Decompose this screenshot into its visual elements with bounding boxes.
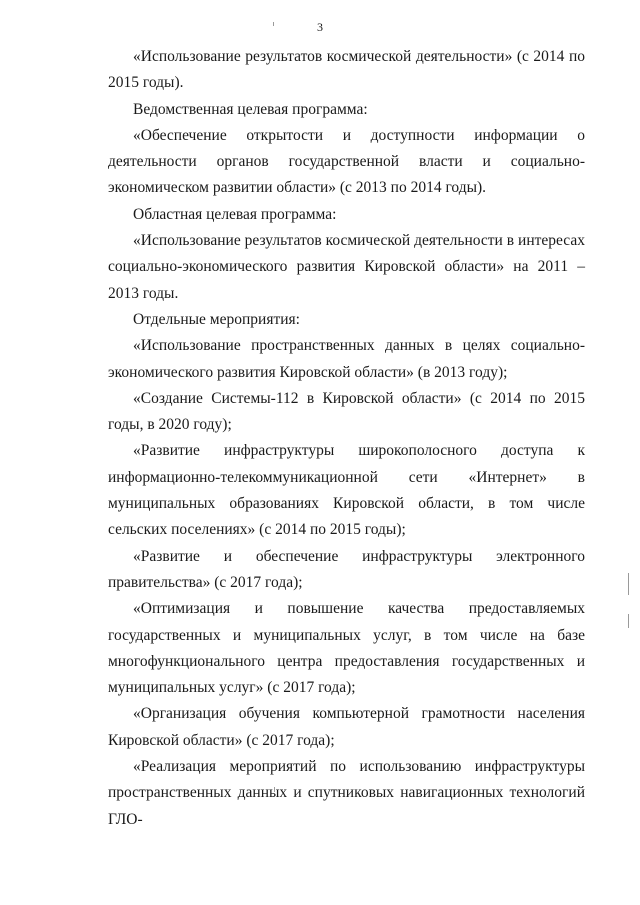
paragraph-computer-literacy: «Организация обучения компьютерной грамотности населения Кировской области» (с 2017 года); (108, 705, 585, 749)
paragraph-separate-measures-heading: Отдельные мероприятия: (133, 310, 300, 328)
scan-artifact-top (273, 22, 274, 26)
paragraph-e-government: «Развитие и обеспечение инфраструктуры электронного правительства» (с 2017 года); (108, 547, 585, 591)
paragraph-space-activity-results: «Использование результатов космической деятельности» (с 2014 по 2015 годы). (108, 48, 585, 92)
page-number: 3 (317, 20, 323, 34)
scan-artifact-right-lower (628, 614, 629, 628)
paragraph-system-112: «Создание Системы-112 в Кировской области» (с 2014 по 2015 годы, в 2020 году); (108, 389, 585, 434)
paragraph-space-activity-kirov: «Использование результатов космической деятельности в интересах социально-экономического развития Кировской области» на 2011 – 2013 годы. (108, 232, 585, 302)
paragraph-regional-program-heading: Областная целевая программа: (133, 205, 337, 223)
paragraph-public-services: «Оптимизация и повышение качества предоставляемых государственных и муниципальных услуг, в том числе на базе многофункционального центра предоставления государственных и муниципальных услуг» (с 2017 года); (108, 600, 585, 697)
scan-artifact-right (628, 573, 629, 595)
paragraph-information-openness: «Обеспечение открытости и доступности информации о деятельности органов государственной власти и социально-экономическом развитии области» (с 2013 по 2014 годы). (108, 126, 585, 197)
paragraph-spatial-infrastructure: «Реализация мероприятий по использованию инфраструктуры пространственных данных и спутниковых навигационных технологий ГЛО- (108, 758, 585, 828)
paragraph-departmental-program-heading: Ведомственная целевая программа: (133, 100, 368, 118)
document-body (108, 44, 585, 833)
paragraph-broadband-development: «Развитие инфраструктуры широкополосного доступа к информационно-телекоммуникационной сети «Интернет» в муниципальных образованиях Кировской области, в том числе сельских поселениях» (с 2014 по 2015 годы); (108, 442, 585, 539)
paragraph-spatial-data-use: «Использование пространственных данных в целях социально-экономического развития Кировской области» (в 2013 году); (108, 337, 585, 381)
